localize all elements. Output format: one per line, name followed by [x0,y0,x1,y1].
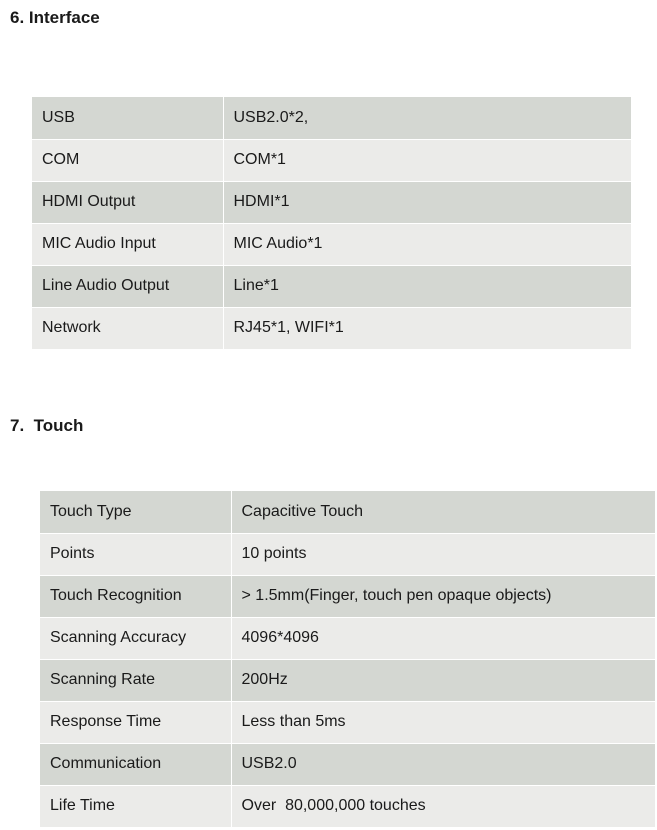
table-row [40,491,655,533]
spec-value: Over 80,000,000 touches [231,785,655,827]
spec-value: Less than 5ms [231,701,655,743]
table-row [40,701,655,743]
spec-label: Scanning Accuracy [40,617,231,659]
spec-label: Scanning Rate [40,659,231,701]
spec-label: Line Audio Output [32,265,223,307]
spec-value: COM*1 [223,139,631,181]
spec-value: 10 points [231,533,655,575]
table-row [32,139,631,181]
spec-value: 4096*4096 [231,617,655,659]
spec-label: Touch Recognition [40,575,231,617]
spec-value: 200Hz [231,659,655,701]
interface-spec-table [32,97,632,350]
table-row [32,265,631,307]
table-row [32,97,631,139]
spec-value: RJ45*1, WIFI*1 [223,307,631,349]
spec-label: Touch Type [40,491,231,533]
spec-label: COM [32,139,223,181]
spec-label: USB [32,97,223,139]
spec-label: Life Time [40,785,231,827]
spec-value: USB2.0 [231,743,655,785]
spec-label: Response Time [40,701,231,743]
spec-value: > 1.5mm(Finger, touch pen opaque objects) [231,575,655,617]
spec-label: Network [32,307,223,349]
spec-value: USB2.0*2, [223,97,631,139]
table-row [40,533,655,575]
spec-label: Points [40,533,231,575]
table-row [40,575,655,617]
section-title-touch: 7. Touch [10,416,84,435]
spec-value: Capacitive Touch [231,491,655,533]
table-row [32,181,631,223]
spec-value: Line*1 [223,265,631,307]
spec-value: MIC Audio*1 [223,223,631,265]
table-row [40,785,655,827]
table-row [40,659,655,701]
section-title-interface: 6. Interface [10,8,100,27]
table-row [32,307,631,349]
table-row [40,743,655,785]
table-row [32,223,631,265]
touch-spec-table [40,491,656,828]
table-row [40,617,655,659]
spec-value: HDMI*1 [223,181,631,223]
spec-label: HDMI Output [32,181,223,223]
spec-label: MIC Audio Input [32,223,223,265]
spec-label: Communication [40,743,231,785]
